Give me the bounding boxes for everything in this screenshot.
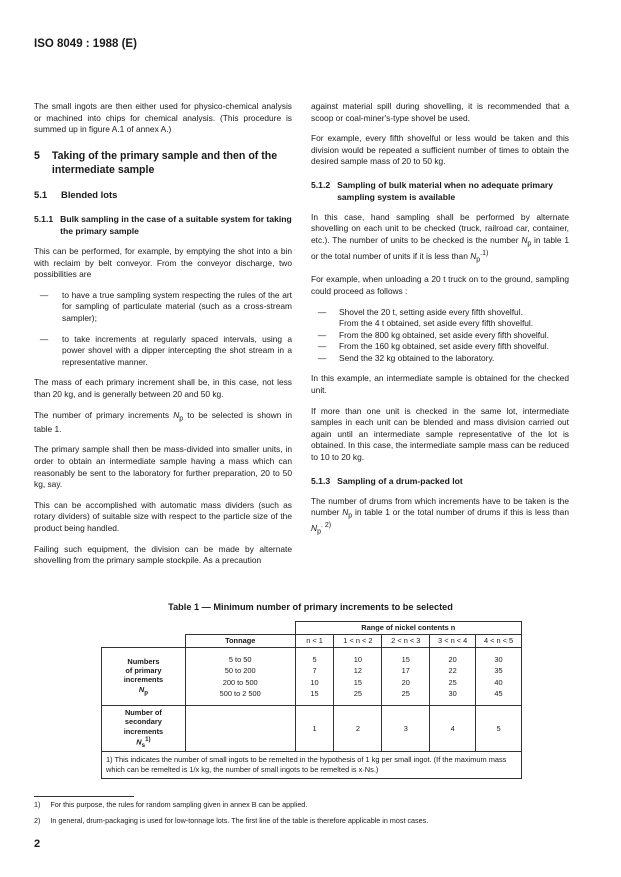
paragraph-example-truck: For example, when unloading a 20 t truck on to the ground, sampling could proceed as follows : [311, 274, 569, 296]
section-title: Sampling of a drum-packed lot [337, 475, 463, 486]
table-primary-increments [101, 621, 522, 779]
section-number: 5.1 [34, 189, 48, 201]
table-cell [102, 622, 186, 635]
footnote-divider [34, 796, 134, 797]
symbol: N [521, 234, 528, 245]
list-item [34, 290, 292, 325]
range-header: Range of nickel contents n [295, 622, 521, 635]
tonnage-value: 200 to 500 [222, 677, 258, 687]
table-row [102, 706, 522, 752]
truck-steps [311, 307, 569, 365]
paragraph-example-shovel: For example, every fifth shovelful or less would be taken and this division would be repeated a sufficient number of times to obtain the desired sample mass of 20 to 50 kg. [311, 133, 569, 167]
table-row [102, 648, 522, 706]
symbol: N [138, 684, 145, 694]
text-run: in table 1 or the total number of units if it is less than [311, 234, 569, 261]
footnote-mark: 2) [34, 815, 41, 825]
symbol: N [311, 523, 318, 534]
range-cell: 3 < n < 4 [430, 635, 476, 648]
value: 40 [494, 677, 503, 687]
subscript: p [527, 240, 532, 248]
section-title: Blended lots [61, 189, 118, 201]
subscript: p [144, 689, 148, 697]
list-dash: — [317, 352, 327, 363]
paragraph-primary-sample: The primary sample shall then be mass-divided into smaller units, in order to obtain an intermediate sample having a mass which can reasonably be sent to the laboratory for further preparation, 20 to 50 kg, say. [34, 444, 292, 490]
label-line: of primary [125, 666, 162, 676]
table-footnote: 1) This indicates the number of small ingots to be remelted in the hypothesis of 1 kg per small ingot. (If the maximum mass which can be remelted is 1/x kg, the number of small ingots to be remelted is x·Ns.) [102, 752, 522, 779]
range-cell: n < 1 [295, 635, 334, 648]
text-run: In this case, hand sampling shall be performed by alternate shovelling on each unit to be checked (truck, railroad car, container, etc.). The number of units to be checked is the number [311, 211, 569, 245]
tonnage-value: 5 to 50 [228, 655, 252, 664]
paragraph-more-units: If more than one unit is checked in the same lot, intermediate samples in each unit can be blended and mass division carried out again until an intermediate sample representative of the lot is obtained. In this case, the intermediate sample mass can be reduced to 10 to 20 kg. [311, 405, 569, 463]
footnote-text: In general, drum-packaging is used for low-tonnage lots. The first line of the table is therefore applicable in most cases. [50, 815, 429, 825]
symbol: N [173, 409, 180, 420]
section-5-1-2-heading [311, 180, 569, 204]
section-number: 5.1.1 [34, 214, 54, 225]
text-run: The number of drums from which increments have to be taken is the number [311, 495, 569, 518]
section-number: 5.1.3 [311, 475, 331, 486]
value: 30 [494, 655, 503, 664]
paragraph-spill: against material spill during shovelling, it is recommended that a scoop or coal-miner's-type shovel be used. [311, 101, 569, 123]
section-number: 5.1.2 [311, 179, 331, 190]
table-row [102, 635, 522, 648]
section-title: Sampling of bulk material when no adequate primary sampling system is available [337, 179, 553, 202]
tonnage-cell [185, 648, 295, 706]
value: 20 [448, 655, 457, 664]
subscript: p [476, 256, 481, 264]
label-line: increments [123, 675, 164, 685]
value: 15 [310, 689, 319, 699]
value: 22 [448, 666, 457, 676]
symbol: N [470, 251, 477, 261]
value: 10 [310, 677, 319, 687]
footnote [34, 816, 586, 826]
subscript: p [179, 415, 184, 423]
value-cell: 3 [382, 706, 430, 752]
footnote-text: For this purpose, the rules for random sampling given in annex B can be applied. [50, 800, 308, 809]
values-cell [382, 648, 430, 706]
document-header: ISO 8049 : 1988 (E) [34, 38, 137, 50]
list-dash: — [317, 329, 327, 340]
label-line: Number of [124, 708, 162, 718]
subscript: s [141, 741, 146, 749]
list-subline: From the 4 t obtained, set aside every fifth shovelful. [339, 318, 534, 329]
list-item-text: Shovel the 20 t, setting aside every fifth shovelful. [339, 306, 523, 317]
row-label-secondary [102, 706, 186, 752]
paragraph-number-increments [34, 410, 292, 436]
list-item-text: Send the 32 kg obtained to the laboratory. [339, 352, 495, 363]
paragraph-failing: Failing such equipment, the division can be made by alternate shovelling from the primary sample stockpile. As a precaution [34, 543, 292, 566]
paragraph-drums [311, 496, 569, 538]
footnote-ref: 1) [145, 735, 151, 743]
value: 35 [494, 666, 503, 676]
list-dash: — [317, 306, 327, 317]
values-cell [430, 648, 476, 706]
list-item-text: to have a true sampling system respecting the rules of the art for sampling of particulate material (such as a cross-stream sampler); [62, 289, 292, 323]
paragraph-bin: This can be performed, for example, by emptying the shot into a bin with reclaim by belt conveyor. From the conveyor discharge, two possibilities are [34, 246, 292, 280]
label-line: secondary [124, 717, 162, 727]
label-line: Numbers [127, 656, 160, 666]
table-cell [185, 706, 295, 752]
page-footnotes [34, 800, 586, 832]
list-item [311, 330, 569, 342]
paragraph-hand-sampling [311, 212, 569, 266]
value: 25 [401, 689, 410, 699]
row-label-primary [102, 648, 186, 706]
list-dash: — [39, 333, 49, 344]
label-symbol [104, 736, 183, 750]
value: 15 [401, 655, 410, 664]
value-cell: 4 [430, 706, 476, 752]
value: 25 [353, 689, 363, 699]
value: 10 [353, 655, 363, 664]
subscript: p [317, 528, 321, 536]
list-item-text: From the 800 kg obtained, set aside every fifth shovelful. [339, 329, 549, 340]
label-line: increments [123, 726, 164, 736]
section-5-1-3-heading [311, 476, 569, 488]
table-row [102, 752, 522, 779]
value: 25 [448, 677, 457, 687]
value-cell: 5 [476, 706, 522, 752]
table-cell [185, 622, 295, 635]
paragraph-intro: The small ingots are then either used for physico-chemical analysis or machined into chips for chemical analysis. (This procedure is summed up in figure A.1 of annex A.) [34, 101, 292, 135]
paragraph-mass: The mass of each primary increment shall be, in this case, not less than 20 kg, and is generally between 20 and 50 kg. [34, 377, 292, 399]
list-item-text: From the 160 kg obtained, set aside every fifth shovelful. [339, 341, 549, 352]
section-5-1-1-heading [34, 214, 292, 238]
text-run: in table 1 or the total number of drums if this is less than [352, 507, 569, 518]
value: 17 [401, 666, 410, 676]
value-cell: 1 [295, 706, 334, 752]
list-dash: — [39, 289, 49, 300]
section-title: Taking of the primary sample and then of the intermediate sample [51, 149, 278, 176]
paragraph-auto-dividers: This can be accomplished with automatic mass dividers (such as rotary dividers) of suitable size with respect to the particle size of the product being handled. [34, 499, 292, 534]
value: 12 [353, 666, 363, 676]
list-item [311, 353, 569, 365]
value: 7 [312, 666, 317, 676]
range-cell: 4 < n < 5 [476, 635, 522, 648]
tonnage-header: Tonnage [185, 635, 295, 648]
text-run: The number of primary increments [34, 409, 174, 420]
symbol: N [342, 507, 349, 518]
section-title: Bulk sampling in the case of a suitable system for taking the primary sample [60, 214, 292, 237]
left-column [34, 101, 292, 576]
table-row [102, 622, 522, 635]
list-dash: — [317, 341, 327, 352]
tonnage-value: 500 to 2 500 [219, 689, 261, 699]
right-column [311, 101, 569, 547]
value: 5 [312, 655, 317, 664]
symbol: N [136, 737, 142, 747]
label-symbol [104, 685, 183, 697]
value-cell: 2 [334, 706, 382, 752]
paragraph-intermediate: In this example, an intermediate sample is obtained for the checked unit. [311, 373, 569, 396]
list-item [311, 341, 569, 353]
range-cell: 2 < n < 3 [382, 635, 430, 648]
table-caption: Table 1 — Minimum number of primary increments to be selected [168, 602, 453, 612]
table-cell [102, 635, 186, 648]
text-run: to be selected is shown in table 1. [34, 409, 292, 434]
value: 20 [401, 677, 410, 687]
value: 30 [448, 689, 457, 699]
values-cell [334, 648, 382, 706]
values-cell [476, 648, 522, 706]
values-cell [295, 648, 334, 706]
subscript: p [348, 512, 353, 520]
section-5-1-heading [34, 189, 292, 202]
value: 15 [353, 677, 363, 687]
footnote [34, 800, 586, 810]
section-5-heading [34, 150, 292, 178]
range-cell: 1 < n < 2 [334, 635, 382, 648]
section-number: 5 [34, 149, 40, 162]
list-item [311, 307, 569, 319]
tonnage-value: 50 to 200 [224, 666, 256, 676]
footnote-ref: . 2) [320, 522, 332, 530]
footnote-ref: .1) [480, 250, 489, 258]
list-item [34, 334, 292, 369]
value: 45 [494, 689, 503, 699]
footnote-mark: 1) [34, 800, 41, 809]
list-item-text: to take increments at regularly spaced intervals, using a power shovel with a dipper intercepting the shot stream in a representative manner. [62, 333, 292, 367]
page-number: 2 [34, 838, 41, 850]
